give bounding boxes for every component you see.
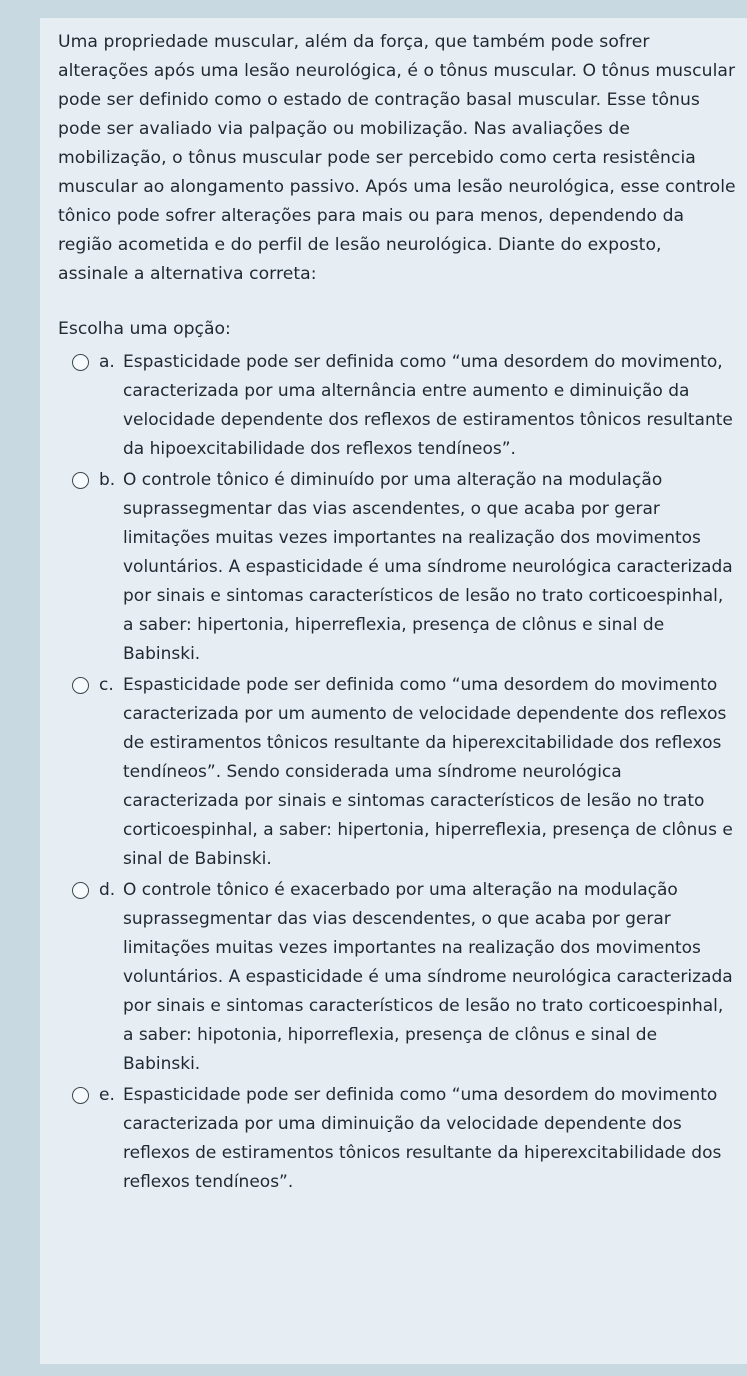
option-letter: d.: [99, 880, 116, 900]
option-letter: c.: [99, 675, 114, 695]
option-e[interactable]: [58, 1081, 737, 1197]
question-text: Uma propriedade muscular, além da força, que também pode sofrer alterações após uma lesão neurológica, é o tônus muscular. O tônus muscular pode ser definido como o estado de contração basal muscular. Esse tônus pode ser avaliado via palpação ou mobilização. Nas avaliações de mobilização, o tônus muscular pode ser percebido como certa resistência muscular ao alongamento passivo. Após uma lesão neurológica, esse controle tônico pode sofrer alterações para mais ou para menos, dependendo da região acometida e do perfil de lesão neurológica. Diante do exposto, assinale a alternativa correta:: [58, 32, 736, 284]
option-a[interactable]: [58, 348, 737, 464]
radio-button-d[interactable]: [72, 882, 89, 899]
option-b[interactable]: [58, 466, 737, 669]
radio-button-c[interactable]: [72, 677, 89, 694]
radio-button-a[interactable]: [72, 354, 89, 371]
option-text[interactable]: Espasticidade pode ser definida como “uma desordem do movimento caracterizada por um aumento de velocidade dependente dos reflexos de estiramentos tônicos resultante da hiperexcitabilidade dos reflexos tendíneos”. Sendo considerada uma síndrome neurológica caracterizada por sinais e sintomas característicos de lesão no trato corticoespinhal, a saber: hipertonia, hiperreflexia, presença de clônus e sinal de Babinski.: [123, 675, 733, 869]
option-text[interactable]: O controle tônico é exacerbado por uma alteração na modulação suprassegmentar das vias descendentes, o que acaba por gerar limitações muitas vezes importantes na realização dos movimentos voluntários. A espasticidade é uma síndrome neurológica caracterizada por sinais e sintomas característicos de lesão no trato corticoespinhal, a saber: hipotonia, hiporreflexia, presença de clônus e sinal de Babinski.: [123, 880, 733, 1074]
question-card: [40, 18, 747, 1364]
choose-option-prompt: Escolha uma opção:: [58, 319, 231, 339]
option-letter: b.: [99, 470, 116, 490]
option-text[interactable]: O controle tônico é diminuído por uma alteração na modulação suprassegmentar das vias ascendentes, o que acaba por gerar limitações muitas vezes importantes na realização dos movimentos voluntários. A espasticidade é uma síndrome neurológica caracterizada por sinais e sintomas característicos de lesão no trato corticoespinhal, a saber: hipertonia, hiperreflexia, presença de clônus e sinal de Babinski.: [123, 470, 733, 664]
option-d[interactable]: [58, 876, 737, 1079]
answer-options: [58, 348, 737, 1197]
option-text[interactable]: Espasticidade pode ser definida como “uma desordem do movimento caracterizada por uma diminuição da velocidade dependente dos reflexos de estiramentos tônicos resultante da hiperexcitabilidade dos reflexos tendíneos”.: [123, 1085, 722, 1192]
option-text[interactable]: Espasticidade pode ser definida como “uma desordem do movimento, caracterizada por uma alternância entre aumento e diminuição da velocidade dependente dos reflexos de estiramentos tônicos resultante da hipoexcitabilidade dos reflexos tendíneos”.: [123, 352, 733, 459]
radio-button-b[interactable]: [72, 472, 89, 489]
option-letter: a.: [99, 352, 115, 372]
radio-button-e[interactable]: [72, 1087, 89, 1104]
option-letter: e.: [99, 1085, 115, 1105]
option-c[interactable]: [58, 671, 737, 874]
